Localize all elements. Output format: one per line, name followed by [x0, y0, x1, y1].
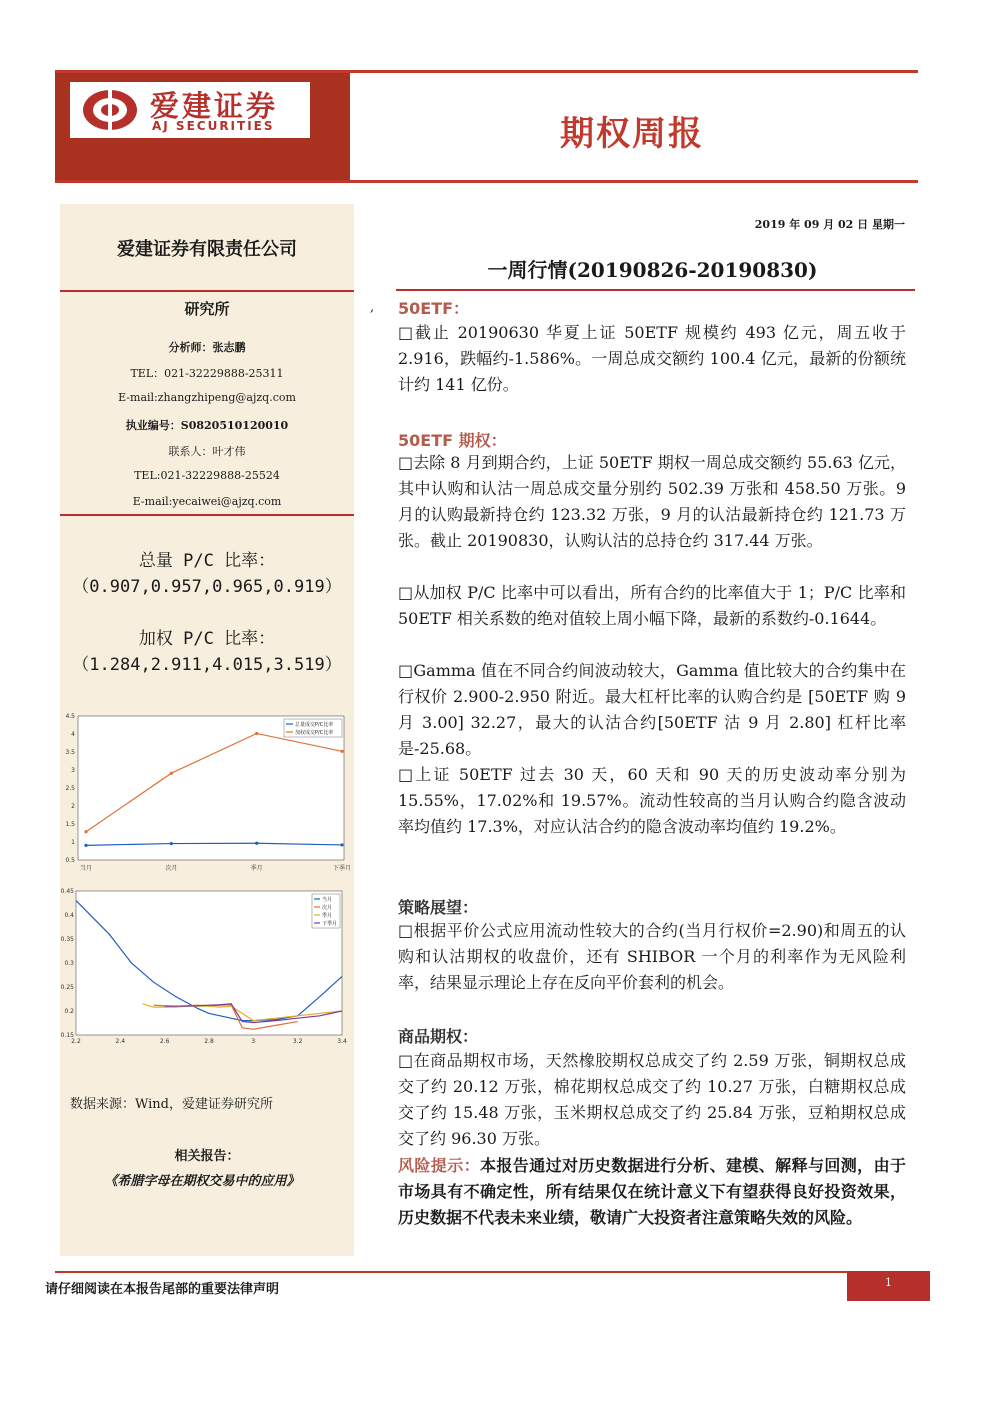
contact-tel: TEL:021-32229888-25524 [134, 469, 280, 482]
section-strategy-title: 策略展望： [398, 898, 479, 917]
logo-chinese-name: 爱建证券 [150, 89, 279, 123]
x-tick-label: 次月 [165, 865, 178, 872]
license-number: 执业编号：S0820510120010 [125, 419, 289, 432]
y-tick-label: 0.35 [60, 936, 74, 943]
x-tick-label: 2.8 [204, 1038, 214, 1045]
pc-ratio-chart [62, 710, 352, 880]
data-point [255, 732, 258, 735]
x-tick-label: 3.2 [292, 1038, 303, 1045]
logo-english-name: AJ SECURITIES [152, 119, 275, 133]
contact-person: 联系人：叶才伟 [168, 445, 246, 458]
legend-label: 总量成交P/C比率 [295, 722, 334, 728]
y-tick-label: 0.2 [64, 1008, 74, 1015]
pc-weighted-label: 加权 P/C 比率： [138, 629, 276, 649]
legend-label: 当月 [322, 897, 333, 903]
section-50etf-text: □截止 20190630 华夏上证 50ETF 规模约 493 亿元，周五收于 2.916，跌幅约-1.586%。一周总成交额约 100.4 亿元，最新的份额统计约 141 亿份。 [398, 323, 906, 394]
y-tick-label: 2 [71, 803, 75, 810]
data-point [170, 842, 173, 845]
y-tick-label: 3 [71, 767, 75, 774]
research-dept: 研究所 [184, 300, 230, 318]
plot-area [78, 716, 344, 860]
y-tick-label: 2.5 [65, 785, 75, 792]
pc-total-label: 总量 P/C 比率： [138, 551, 276, 571]
options-paragraph-4: □上证 50ETF 过去 30 天，60 天和 90 天的历史波动率分别为 15.55%，17.02%和 19.57%。流动性较高的当月认购合约隐含波动率均值约 17.3%，对应认沽合约的隐含波动率均值约 19.2%。 [398, 765, 906, 836]
x-tick-label: 下季月 [332, 865, 352, 872]
data-point [84, 830, 87, 833]
strategy-paragraph: □根据平价公式应用流动性较大的合约(当月行权价=2.90)和周五的认购和认沽期权的收盘价，还有 SHIBOR 一个月的利率作为无风险利率，结果显示理论上存在反向平价套利的机会。 [398, 921, 906, 992]
main-divider [396, 289, 915, 291]
legend-label: 季月 [322, 913, 333, 919]
y-tick-label: 3.5 [65, 749, 75, 756]
data-point [340, 843, 343, 846]
analyst-tel: TEL：021-32229888-25311 [130, 367, 284, 380]
company-name: 爱建证券有限责任公司 [117, 239, 297, 260]
risk-text: 本报告通过对历史数据进行分析、建模、解释与回测，由于市场具有不确定性，所有结果仅在统计意义下有望获得良好投资效果，历史数据不代表未来业绩，敬请广大投资者注意策略失效的风险。 [398, 1156, 906, 1227]
x-tick-label: 2.2 [71, 1038, 81, 1045]
section-50etf-options-title: 50ETF 期权： [398, 431, 507, 450]
commodity-paragraph: □在商品期权市场，天然橡胶期权总成交了约 2.59 万张，铜期权总成交了约 20.12 万张，棉花期权总成交了约 10.27 万张，白糖期权总成交了约 15.48 万张，玉米期权总成交了约 25.84 万张，豆粕期权总成交了约 96.30 万张。 [398, 1051, 906, 1148]
page-number: 1 [885, 1276, 892, 1289]
sidebar-divider [60, 290, 354, 292]
analyst-email: E-mail:zhangzhipeng@ajzq.com [118, 391, 296, 404]
pc-weighted-value: （1.284,2.911,4.015,3.519） [72, 655, 342, 675]
report-date: 2019 年 09 月 02 日 星期一 [754, 218, 905, 231]
pc-total-value: （0.907,0.957,0.965,0.919） [72, 577, 342, 597]
related-report-title: 《希腊字母在期权交易中的应用》 [104, 1174, 300, 1189]
data-source: 数据来源：Wind，爱建证券研究所 [70, 1097, 273, 1112]
y-tick-label: 1.5 [65, 821, 75, 828]
stray-mark: , [370, 300, 375, 315]
data-point [170, 772, 173, 775]
y-tick-label: 0.3 [64, 960, 74, 967]
sidebar-divider [60, 514, 354, 516]
y-tick-label: 0.15 [60, 1032, 74, 1039]
y-tick-label: 0.45 [60, 888, 74, 895]
x-tick-label: 3.4 [337, 1038, 347, 1045]
section-50etf-title: 50ETF： [398, 299, 470, 318]
risk-label: 风险提示： [398, 1156, 480, 1175]
week-title: 一周行情(20190826-20190830) [487, 258, 818, 282]
data-point [255, 842, 258, 845]
y-tick-label: 0.4 [64, 912, 74, 919]
aj-logo-icon [80, 87, 140, 133]
y-tick-label: 4.5 [65, 713, 75, 720]
legend-label: 加权成交P/C比率 [295, 730, 334, 736]
contact-email: E-mail:yecaiwei@ajzq.com [132, 495, 282, 508]
analyst-name: 分析师：张志鹏 [168, 341, 246, 354]
risk-warning [398, 1153, 906, 1231]
data-point [84, 844, 87, 847]
x-tick-label: 季月 [250, 865, 263, 872]
legend-label: 次月 [322, 905, 333, 911]
options-paragraph-3: □Gamma 值在不同合约间波动较大，Gamma 值比较大的合约集中在行权价 2.900-2.950 附近。最大杠杆比率的认购合约是 [50ETF 购 9 月 3.00] 32.27，最大的认沽合约[50ETF 沽 9 月 2.80] 杠杆比率是-25.68。 [398, 661, 906, 758]
y-tick-label: 0.5 [65, 857, 75, 864]
legend-label: 下季月 [322, 921, 338, 927]
options-paragraph-1: □去除 8 月到期合约，上证 50ETF 期权一周总成交额约 55.63 亿元，其中认购和认沽一周总成交量分别约 502.39 万张和 458.50 万张。9 月的认购最新持仓约 123.32 万张，9 月的认沽最新持仓约 121.73 万张。截止 20190830，认购认沽的总持仓约 317.44 万张。 [398, 453, 906, 550]
y-tick-label: 4 [71, 731, 75, 738]
x-tick-label: 3 [251, 1038, 256, 1045]
header-bottom-rule [55, 180, 918, 183]
data-point [340, 750, 343, 753]
footer-rule [55, 1271, 847, 1273]
legal-notice: 请仔细阅读在本报告尾部的重要法律声明 [45, 1282, 280, 1297]
x-tick-label: 当月 [79, 865, 93, 872]
section-commodity-title: 商品期权： [398, 1027, 479, 1046]
options-paragraph-2: □从加权 P/C 比率中可以看出，所有合约的比率值大于 1；P/C 比率和 50ETF 相关系数的绝对值较上周小幅下降，最新的系数约-0.1644。 [398, 583, 906, 628]
x-tick-label: 2.4 [115, 1038, 126, 1045]
y-tick-label: 0.25 [60, 984, 74, 991]
implied-vol-chart [62, 885, 352, 1050]
related-reports-heading: 相关报告： [174, 1149, 240, 1164]
report-title: 期权周报 [560, 114, 704, 154]
y-tick-label: 1 [71, 839, 75, 846]
x-tick-label: 2.6 [159, 1038, 170, 1045]
